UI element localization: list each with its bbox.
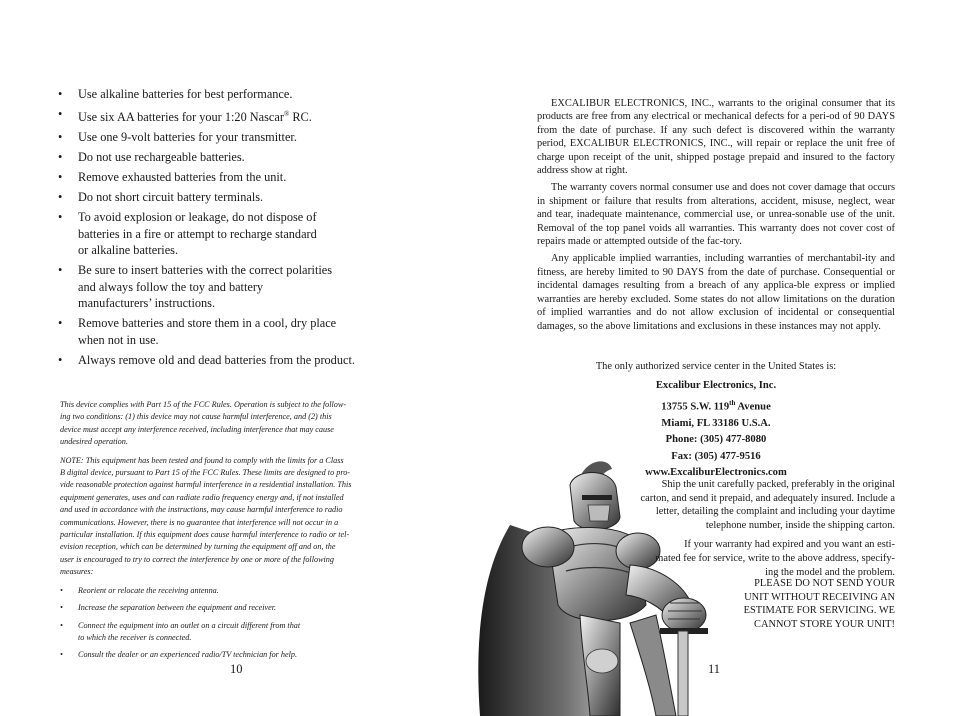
- list-item-line: and always follow the toy and battery: [78, 279, 264, 294]
- page-number: 11: [708, 662, 721, 676]
- shipping-instructions: [600, 478, 895, 585]
- fcc-line: particular installation. If this equipment does cause harmful interference to radio or tel-: [60, 530, 350, 540]
- expired-line: ing the model and the problem.: [765, 566, 895, 578]
- list-item: [58, 106, 398, 126]
- list-item: [58, 262, 398, 312]
- bullet: •: [58, 210, 63, 225]
- fcc-line: equipment generates, uses and can radiate radio frequency energy and, if not installed: [60, 492, 344, 502]
- fcc-paragraph: [60, 399, 416, 449]
- bullet: •: [60, 585, 63, 595]
- list-item: [58, 189, 398, 206]
- notice-line: PLEASE DO NOT SEND YOUR: [754, 578, 895, 589]
- fcc-line: and used in accordance with the instructions, may cause harmful interference to radio: [60, 505, 343, 515]
- measure-text: Increase the separation between the equipment and receiver.: [78, 603, 277, 613]
- list-item-text: Always remove old and dead batteries from the product.: [78, 352, 355, 367]
- notice-line: CANNOT STORE YOUR UNIT!: [754, 618, 895, 630]
- list-item-text: Do not use rechargeable batteries.: [78, 150, 245, 165]
- page-number: 10: [230, 662, 243, 676]
- fcc-line: ing two conditions: (1) this device may not cause harmful interference, and (2) this: [60, 412, 332, 422]
- list-item: [60, 602, 416, 614]
- list-item: [60, 620, 416, 645]
- list-item-line: To avoid explosion or leakage, do not dispose of: [78, 210, 317, 225]
- ship-line: telephone number, inside the shipping carton.: [705, 519, 895, 531]
- bullet: •: [58, 190, 63, 205]
- warranty-paragraph: The warranty covers normal consumer use and does not cover damage that occurs in shipment or failure that results from alterations, accident, misuse, neglect, wear and tear, inadequate maintenance, commercial use, or unrea-sonable use of the unit. Removal of the top panel voids all warranties. This warranty does not cover cost of repairs made or attempted outside of the fac-tory.: [537, 182, 895, 248]
- measure-text: Consult the dealer or an experienced radio/TV technician for help.: [78, 650, 298, 660]
- street-part: Avenue: [735, 401, 771, 413]
- bullet: •: [58, 316, 63, 331]
- list-item-text: RC.: [289, 110, 312, 125]
- fcc-line: evision reception, which can be determined by turning the equipment off and on, the: [60, 542, 336, 552]
- bullet: •: [60, 603, 63, 613]
- bullet: •: [58, 352, 63, 367]
- measure-text: Reorient or relocate the receiving antenna.: [78, 585, 219, 595]
- city-line: Miami, FL 33186 U.S.A.: [661, 417, 771, 429]
- fcc-line: NOTE: This equipment has been tested and found to comply with the limits for a Class: [60, 455, 344, 465]
- notice-line: UNIT WITHOUT RECEIVING AN: [744, 591, 895, 603]
- list-item: [58, 315, 398, 348]
- list-item: [60, 649, 416, 661]
- bullet: •: [60, 650, 63, 660]
- bullet: •: [58, 150, 63, 165]
- list-item-line: Be sure to insert batteries with the correct polarities: [78, 263, 333, 278]
- list-item-line: batteries in a fire or attempt to recharge standard: [78, 226, 317, 241]
- list-item: [58, 169, 398, 186]
- company-name: Excalibur Electronics, Inc.: [655, 380, 777, 391]
- fcc-line: B digital device, pursuant to Part 15 of the FCC Rules. These limits are designed to pro-: [60, 468, 351, 478]
- warranty-paragraph: EXCALIBUR ELECTRONICS, INC., warrants to the original consumer that its products are free from any electrical or mechanical defects for a peri-od of 90 DAYS from the date of purchase. If any such defect is discovered within the warranty period, EXCALIBUR ELECTRONICS, INC., will repair or replace the unit free of charge upon receipt of the unit, shipped postage prepaid and insured to the factory address show at right.: [537, 98, 895, 177]
- fcc-line: communications. However, there is no guarantee that interference will not occur in a: [60, 517, 339, 527]
- list-item: [58, 86, 398, 103]
- list-item-line: manufacturers’ instructions.: [78, 296, 216, 311]
- do-not-send-notice: [690, 577, 895, 631]
- list-item-text: Use six AA batteries for your 1:20 Nascar: [78, 110, 284, 125]
- list-item-text: Use alkaline batteries for best performance.: [78, 87, 293, 101]
- bullet: •: [58, 107, 63, 121]
- expired-line: If your warranty had expired and you want an esti-: [684, 539, 895, 551]
- battery-instructions-list: [58, 86, 398, 372]
- list-item-text: Do not short circuit battery terminals.: [78, 190, 264, 205]
- bullet: •: [60, 620, 63, 630]
- ship-paragraph: [600, 478, 895, 532]
- fcc-line: user is encouraged to try to correct the interference by one or more of the following: [60, 554, 334, 564]
- registered-mark: ®: [283, 110, 290, 118]
- service-center-intro: The only authorized service center in the United States is:: [595, 361, 837, 372]
- fcc-line: This device complies with Part 15 of the FCC Rules. Operation is subject to the follow-: [60, 400, 347, 409]
- phone-number: Phone: (305) 477-8080: [665, 434, 767, 446]
- street-part: 13755 S.W. 119: [661, 401, 730, 413]
- fcc-measures-list: [60, 585, 416, 662]
- measure-text: to which the receiver is connected.: [78, 632, 192, 642]
- expired-line: mated fee for service, write to the above address, specify-: [655, 552, 895, 564]
- list-item: [58, 149, 398, 166]
- fcc-compliance-notice: [60, 399, 416, 667]
- fcc-line: undesired operation.: [60, 437, 128, 447]
- fcc-paragraph: [60, 455, 416, 579]
- list-item: [58, 209, 398, 259]
- list-item: [60, 585, 416, 597]
- list-item: [58, 352, 398, 369]
- expired-paragraph: [600, 538, 895, 579]
- list-item: [58, 129, 398, 146]
- street-address: [537, 395, 895, 416]
- fax-number: Fax: (305) 477-9516: [671, 450, 761, 462]
- bullet: •: [58, 263, 63, 278]
- list-item-text: Remove exhausted batteries from the unit.: [78, 170, 287, 185]
- list-item-line: or alkaline batteries.: [78, 243, 179, 258]
- fcc-line: vide reasonable protection against harmful interference in a residential installation. This: [60, 480, 352, 490]
- notice-line: ESTIMATE FOR SERVICING. WE: [743, 605, 895, 617]
- bullet: •: [58, 130, 63, 145]
- fcc-line: device must accept any interference received, including interference that may cause: [60, 424, 334, 434]
- list-item-line: Remove batteries and store them in a cool, dry place: [78, 316, 337, 331]
- warranty-text: [537, 97, 895, 337]
- fcc-line: measures:: [60, 567, 94, 577]
- bullet: •: [58, 87, 63, 101]
- website-link[interactable]: www.ExcaliburElectronics.com: [645, 467, 787, 479]
- ordinal-suffix: th: [729, 398, 736, 407]
- ship-line: letter, detailing the complaint and including your daytime: [655, 506, 895, 518]
- ship-line: carton, and send it prepaid, and adequately insured. Include a: [640, 492, 895, 504]
- list-item-text: Use one 9-volt batteries for your transmitter.: [78, 130, 297, 145]
- measure-text: Connect the equipment into an outlet on a circuit different from that: [78, 620, 301, 630]
- list-item-line: when not in use.: [78, 332, 159, 347]
- ship-line: Ship the unit carefully packed, preferably in the original: [661, 479, 895, 490]
- warranty-paragraph: Any applicable implied warranties, including warranties of merchantabil-ity and fitness, are hereby limited to 90 DAYS from the date of purchase. Consequential or incidental damages resulting from a breach of any applica-ble express or implied warranties are hereby excluded. Some states do not allow limitations on the duration of implied warranties and do not allow exclusion of incidental or consequential damages, so the above limitations and exclusions in these instances may not apply.: [537, 253, 895, 332]
- bullet: •: [58, 170, 63, 185]
